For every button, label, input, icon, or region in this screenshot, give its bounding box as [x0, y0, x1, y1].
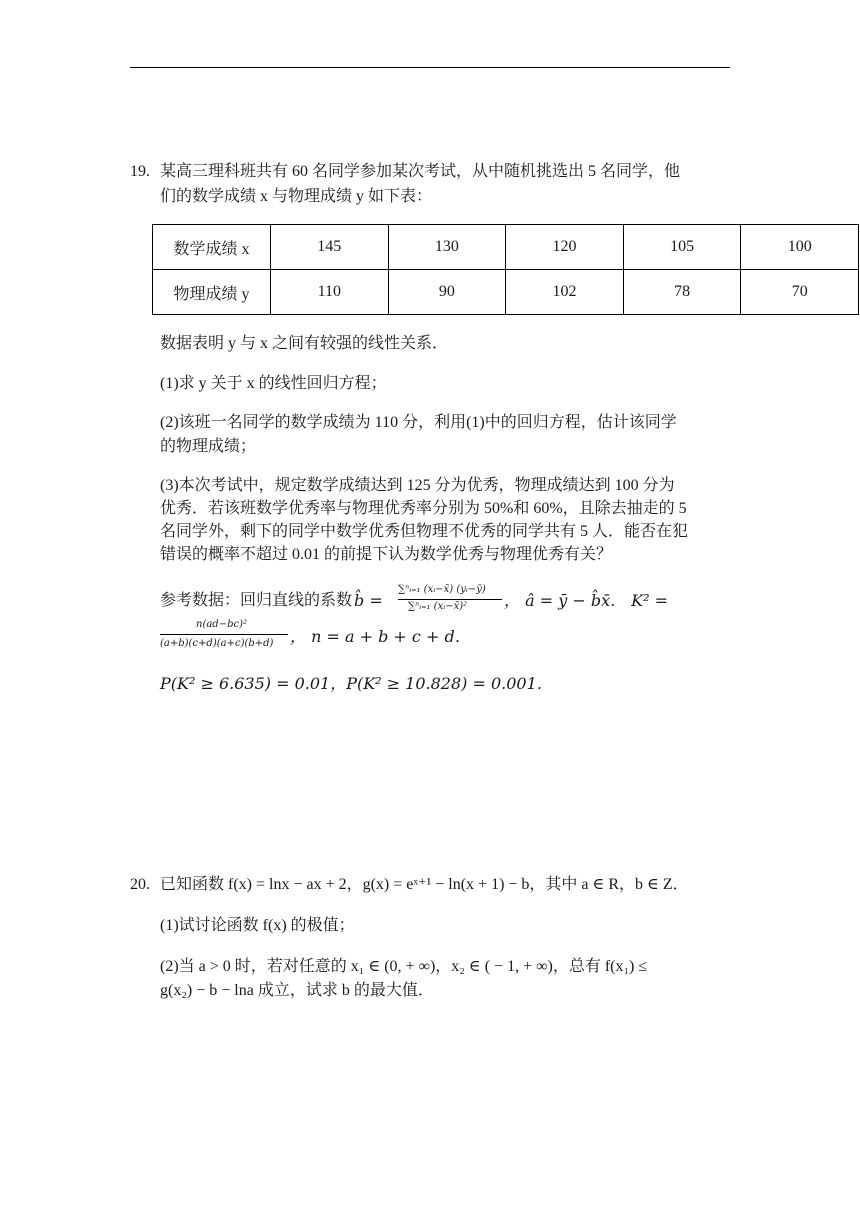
table-cell: 102 [506, 270, 624, 315]
question-number: 20. [130, 876, 150, 893]
question-text: 数据表明 y 与 x 之间有较强的线性关系． [160, 335, 449, 352]
table-cell: 120 [506, 225, 624, 270]
part-2: (2)该班一名同学的数学成绩为 110 分，利用(1)中的回归方程，估计该同学 [160, 414, 677, 431]
question-number: 19. [130, 163, 150, 180]
part-1: (1)求 y 关于 x 的线性回归方程； [160, 375, 387, 392]
question-text: 们的数学成绩 x 与物理成绩 y 如下表： [160, 188, 433, 205]
table-cell: 145 [271, 225, 389, 270]
question-text: 已知函数 f(x) = lnx − ax + 2，g(x) = eˣ⁺¹ − ln(x + 1) − b，其中 a ∈ R，b ∈ Z． [160, 876, 689, 893]
question-text: 某高三理科班共有 60 名同学参加某次考试，从中随机挑选出 5 名同学，他 [160, 163, 681, 180]
b-denominator: ∑ⁿᵢ₌₁ (xᵢ−x̄)² [408, 601, 468, 612]
part-3: 优秀．若该班数学优秀率与物理优秀率分别为 50%和 60%，且除去抽走的 5 [160, 500, 687, 517]
table-row [153, 270, 859, 315]
table-row [153, 225, 859, 270]
n-formula: ， n = a + b + c + d． [290, 627, 471, 646]
table-cell: 105 [623, 225, 741, 270]
table-cell: 100 [741, 225, 859, 270]
scores-table [152, 224, 859, 315]
table-cell: 70 [741, 270, 859, 315]
b-hat: b̂ = [354, 591, 383, 610]
part-2: (2)当 a > 0 时，若对任意的 x₁ ∈ (0, + ∞)，x₂ ∈ ( − 1, + ∞)，总有 f(x₁) ≤ [160, 958, 648, 975]
row-label: 数学成绩 x [153, 225, 271, 270]
part-1: (1)试讨论函数 f(x) 的极值； [160, 917, 355, 934]
part-3: 名同学外，剩下的同学中数学优秀但物理不优秀的同学共有 5 人．能否在犯 [160, 523, 689, 540]
part-3: (3)本次考试中，规定数学成绩达到 125 分为优秀，物理成绩达到 100 分为 [160, 477, 675, 494]
part-2: 的物理成绩； [160, 438, 257, 455]
fraction-bar [160, 634, 288, 635]
fraction-bar [398, 599, 502, 600]
table-cell: 90 [388, 270, 506, 315]
header-rule [130, 67, 730, 68]
reference-label: 参考数据：回归直线的系数 [160, 592, 353, 609]
part-3: 错误的概率不超过 0.01 的前提下认为数学优秀与物理优秀有关？ [160, 546, 613, 563]
table-cell: 78 [623, 270, 741, 315]
b-numerator: ∑ⁿᵢ₌₁ (xᵢ−x̄) (yᵢ−ȳ) [398, 584, 486, 595]
table-cell: 130 [388, 225, 506, 270]
row-label: 物理成绩 y [153, 270, 271, 315]
k2-denominator: (a+b)(c+d)(a+c)(b+d) [160, 638, 274, 649]
table-cell: 110 [271, 270, 389, 315]
k2-numerator: n(ad−bc)² [196, 619, 247, 630]
part-2: g(x₂) − b − lna 成立，试求 b 的最大值． [160, 982, 434, 999]
a-hat-formula: ， â = ȳ − b̂x̄． K² = [504, 591, 669, 610]
probability-formula: P(K² ≥ 6.635) = 0.01，P(K² ≥ 10.828) = 0.001． [160, 674, 553, 693]
